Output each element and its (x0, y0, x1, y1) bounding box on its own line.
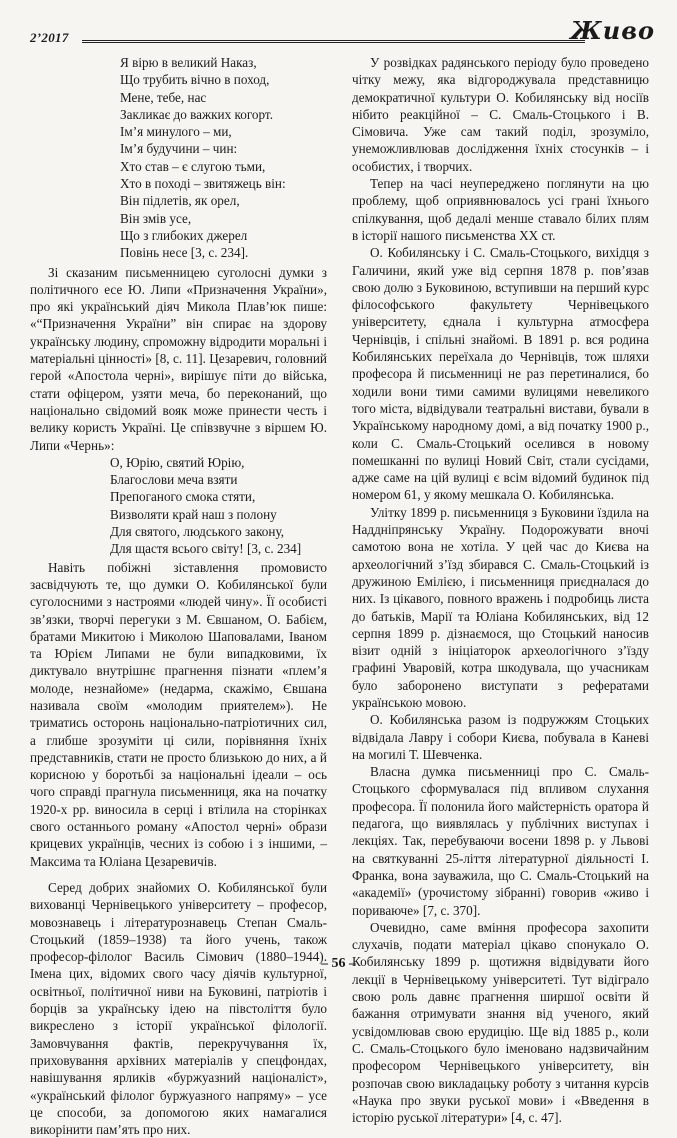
page-number: – 56 – (321, 956, 356, 971)
paragraph: У розвідках радянського періоду було проведено чітку межу, яка відгороджувала представницю демократичної культури О. Кобилянську від носіїв нібито реакційної – С. Смаль-Стоцького і В. Сімовича. Уже сам такий поділ, зрозуміло, унеможливлював дослідження їхніх стосунків – і особистих, і творчих. (352, 55, 649, 174)
paragraph: Улітку 1899 р. письменниця з Буковини їздила на Наддніпрянську Україну. Подорожувати вночі самотою вона не хотіла. У цей час до Києва на археологічний з’їзд збирався С. Смаль-Стоцький із дружиною Емілією, і письменниця приєдналася до них. Із цікавого, повного вражень і подробиць листа до батьків, Марії та Юліана Кобилянських, від 12 серпня 1899 р. дізнаємося, що Стоцький наносив візит одній з ініціаторок археологічного з’їзду графині Уваровій, котра шкодувала, що учасникам було заборонено виступати з рефератами українською мовою. (352, 504, 649, 710)
poem-line: Закликає до важких когорт. (120, 106, 273, 122)
poem-line: Ім’я минулого – ми, (120, 124, 232, 140)
paragraph: Тепер на часі неупереджено поглянути на цю проблему, щоб оприявнювалось усі грані їхнього спілкування, щоб дедалі менше ставало білих плям в історії нашого письменства XX ст. (352, 176, 649, 243)
poem-line: Для щастя всього світу! [3, с. 234] (110, 541, 302, 557)
poem-line: Благослови меча взяти (110, 472, 238, 488)
paragraph: Очевидно, саме вміння професора захопити слухачів, подати матеріал цікаво спонукало О. Кобилянську 1899 р. щотижня відвідувати його лекції в Чернівецькому університеті. Тут відіграло свою роль давнє прагнення ширшої освіти й бажання отримувати знання від ученого, який усвідомлював свою ерудицію. Ще від 1885 р., коли С. Смаль-Стоцького було іменовано надзвичайним професором Чернівецького університету, він розпочав свою викладацьку роботу з читання курсів «Наука про звуки руської мови» і «Введення в історію руської літератури» [4, с. 47]. (352, 919, 649, 1126)
poem-line: Я вірю в великий Наказ, (120, 55, 257, 70)
poem-excerpt-1 (30, 54, 327, 262)
poem-line: Хто став – є слугою тьми, (120, 158, 266, 174)
poem-line: Він змів усе, (120, 210, 192, 226)
poem-line: Препоганого смока стяти, (110, 489, 256, 505)
paragraph: О. Кобилянську і С. Смаль-Стоцького, вихідця з Галичини, який уже від серпня 1878 р. пов’язав свою долю з Буковиною, вступивши на перший курс філософського факультету Чернівецького університету, єднала і культурна атмосфера Чернівців, і спільні знайомі. В 1891 р. вся родина Кобилянських переїхала до Чернівців, тож шляхи професора й письменниці не раз перетиналися, бо ходили вони тими самими вулицями невеликого того міста, відвідували театральні вистави, бували в Українському народному домі, а від початку 1900 р., коли С. Смаль-Стоцький оселився в новому помешканні по вулиці Новий Світ, стали сусідами, адже саме на цій вулиці є всім відомий будинок під номером 61, у якому мешкала О. Кобилянська. (352, 245, 649, 503)
poem-line: Він підлетів, як орел, (120, 193, 240, 209)
poem-line: Повінь несе [3, с. 234]. (120, 245, 249, 261)
page-header (30, 16, 655, 46)
poem-line: Що трубить вічно в поход, (120, 72, 270, 88)
poem-line: Ім’я будучини – чин: (120, 141, 238, 157)
poem-line: Визволяти край наш з полону (110, 506, 277, 522)
paragraph: О. Кобилянська разом із подружжям Стоцьких відвідала Лавру і собори Києва, побувала в Каневі на могилі Т. Шевченка. (352, 712, 649, 762)
left-column (30, 54, 327, 1138)
issue-number: 2’2017 (30, 30, 69, 45)
poem-line: Мене, тебе, нас (120, 89, 207, 105)
paragraph: Навіть побіжні зіставлення промовисто засвідчують те, що думки О. Кобилянської були суголосними з настроями «людей чину». Її особисті зв’язки, творчі перегуки з М. Євшаном, О. Бабієм, братами Микитою і Миколою Шаповалами, Іваном та Юрієм Липами не були випадковими, їх диктувало внутрішнє прагнення пізнати «плем’я молоде, незнайоме» (недарма, скажімо, Євшана називала своїм «молодим приятелем»). Не триматись осторонь національно-патріотичних сил, а глибше зрозуміти ці сили, порівняння їхніх представників, стати не просто близькою до них, а й корисною у боротьбі за національні ідеали – ось чого справді прагнула письменниця, яка на початку 1920-х рр. виносила в серці і втілила на сторінках свого останнього роману «Апостол черні» образи крицевих українців, чесних із собою і з іншими, – Максима та Юліана Цезаревичів. (30, 559, 327, 869)
paragraph: Власна думка письменниці про С. Смаль-Стоцького сформувалася під впливом слухання професора. Її полонила його майстерність оратора й педагога, що виявлялась у публічних виступах і лекціях. Так, перебуваючи восени 1898 р. у Львові на святкуванні 25-ліття літературної діяльності І. Франка, вона зауважила, що С. Смаль-Стоцький на «академії» (урочистому зібранні) говорив «живо і пориваюче» [7, с. 370]. (352, 764, 649, 918)
paragraph: Серед добрих знайомих О. Кобилянської були вихованці Чернівецького університету – професор, мовознавець і літературознавець Степан Смаль-Стоцький (1859–1938) та його учень, також професор-філолог Василь Сімович (1880–1944). Імена цих, відомих свого часу діячів культурної, освітньої, політичної ниви на Буковині, патріотів і борців за українську ідею на півстоліття було викреслено з історії української філології. Замовчування фактів, перекручування їх, приховування архівних матеріалів у спецфондах, навішування ярликів «буржуазний націоналіст», «український філолог буржуазного напряму» – усе це способи, за допомогою яких намагалися викорінити пам’ять про них. (30, 879, 327, 1138)
poem-line: Хто в поході – звитяжець він: (120, 176, 286, 192)
poem-line: Для святого, людського закону, (110, 524, 285, 540)
paragraph: Зі сказаним письменницею суголосні думки з політичного есе Ю. Липи «Призначення України», про які український діяч Микола Плав’юк пише: «“Призначення України” він спирає на здорову українську людину, спроможну відродити моральні і матеріальні цінності» [8, с. 11]. Цезаревич, головний герой «Апостола черні», вирішує піти до війська, стати офіцером, узяти меча, бо переконаний, що національно свідомий вояк може принести честь і велику користь Україні. Це співзвучне з віршем Ю. Липи «Чернь»: (30, 264, 327, 453)
poem-line: О, Юрію, святий Юрію, (110, 454, 245, 470)
poem-line: Що з глибоких джерел (120, 227, 248, 243)
journal-logo: Живо (570, 16, 655, 45)
poem-excerpt-2 (30, 454, 327, 558)
header-rule (82, 40, 585, 45)
